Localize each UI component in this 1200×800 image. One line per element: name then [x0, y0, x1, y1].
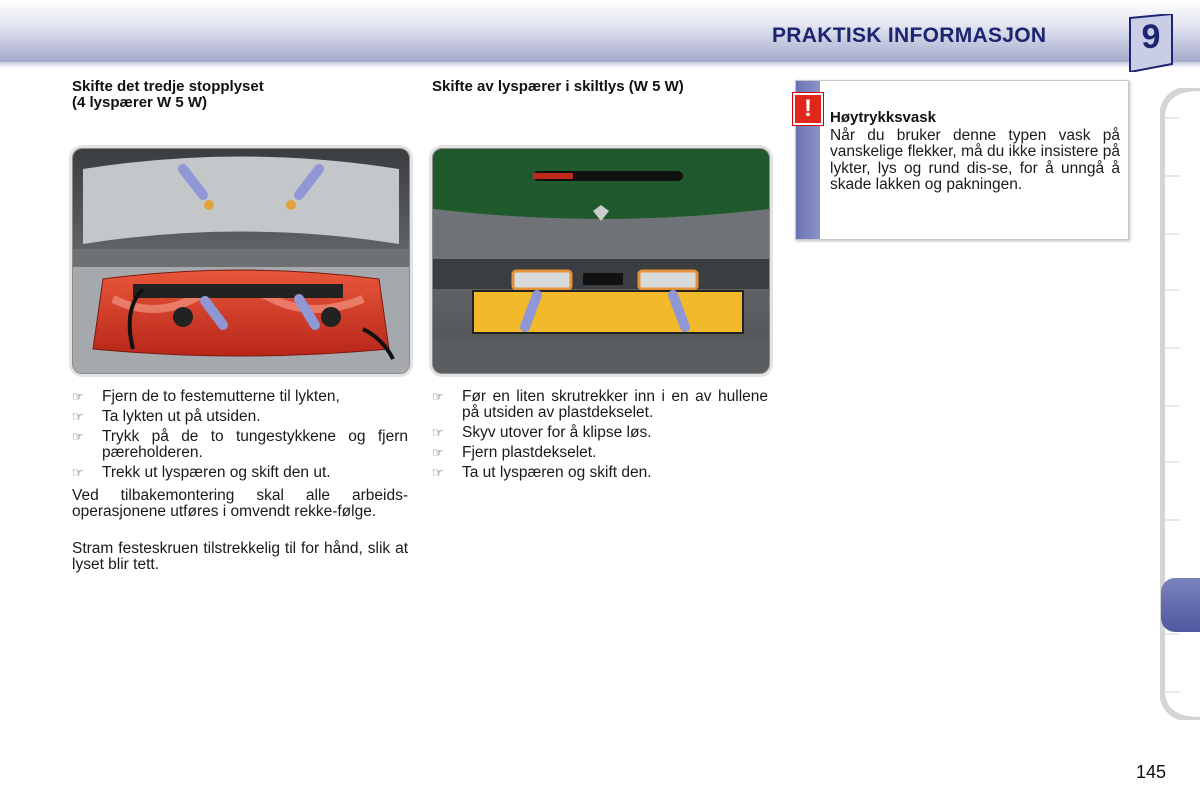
section-title-line2: (4 lyspærer W 5 W)	[72, 94, 208, 111]
warning-text: Når du bruker denne typen vask på vanskelige flekker, må du ikke insistere på lykter, lys og rund dis-se, for å unngå å skade lakken og pakningen.	[830, 127, 1120, 193]
pointing-hand-icon: ☞	[72, 389, 84, 404]
chapter-title: PRAKTISK INFORMASJON	[772, 24, 1047, 47]
list-item: ☞ Trykk på de to tungestykkene og fjern pæreholderen.	[72, 428, 408, 461]
bullet-list-plate-light	[432, 389, 768, 485]
pointing-hand-icon: ☞	[72, 429, 84, 444]
pointing-hand-icon: ☞	[72, 409, 84, 424]
pointing-hand-icon: ☞	[432, 465, 444, 480]
list-item: ☞ Før en liten skrutrekker inn i en av hullene på utsiden av plastdekselet.	[432, 388, 768, 421]
warning-title: Høytrykksvask	[830, 109, 936, 126]
list-item: ☞ Fjern de to festemutterne til lykten,	[72, 388, 340, 405]
photo-third-brake-light	[72, 148, 410, 374]
exclamation-icon: !	[793, 93, 823, 125]
bullet-list-third-brake-light	[72, 389, 408, 485]
list-item: ☞ Ta ut lyspæren og skift den.	[432, 464, 652, 481]
tighten-paragraph: Stram festeskruen tilstrekkelig til for hånd, slik at lyset blir tett.	[72, 540, 408, 573]
list-item: ☞ Trekk ut lyspæren og skift den ut.	[72, 464, 331, 481]
pointing-hand-icon: ☞	[432, 389, 444, 404]
list-item: ☞ Ta lykten ut på utsiden.	[72, 408, 261, 425]
list-item: ☞ Fjern plastdekselet.	[432, 444, 597, 461]
pointing-hand-icon: ☞	[72, 465, 84, 480]
pointing-hand-icon: ☞	[432, 445, 444, 460]
reassembly-paragraph: Ved tilbakemontering skal alle arbeids-operasjonene utføres i omvendt rekke-følge.	[72, 487, 408, 520]
list-item: ☞ Skyv utover for å klipse løs.	[432, 424, 652, 441]
section-title-line1: Skifte det tredje stopplyset	[72, 78, 264, 95]
section-title-third-brake-light	[72, 79, 264, 111]
warning-box	[795, 80, 1129, 240]
pointing-hand-icon: ☞	[432, 425, 444, 440]
photo-plate-light	[432, 148, 770, 374]
nav-tab-chapter-9[interactable]	[1161, 578, 1200, 632]
section-title-plate-light: Skifte av lyspærer i skiltlys (W 5 W)	[432, 78, 684, 95]
page-number: 145	[1136, 762, 1167, 782]
chapter-number: 9	[1141, 18, 1161, 56]
